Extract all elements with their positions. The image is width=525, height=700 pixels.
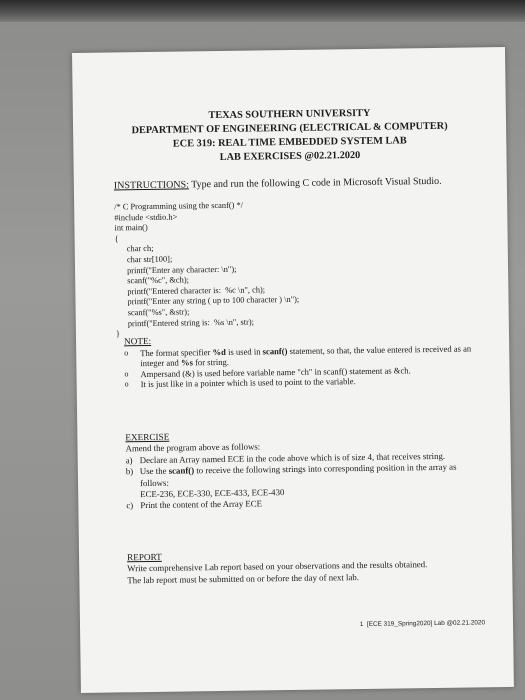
item-text: Print the content of the Array ECE <box>140 498 263 511</box>
item-label: c) <box>126 500 134 511</box>
university-name: TEXAS SOUTHERN UNIVERSITY <box>208 107 371 122</box>
item-label: b) <box>125 466 134 477</box>
page-number: 1 <box>359 621 364 629</box>
item-text: Use the scanf() to receive the following strings into corresponding position in the array as follows: <box>139 461 457 488</box>
background-top-edge <box>0 0 525 22</box>
report-heading: REPORT <box>126 551 162 563</box>
exercise-values: ECE-236, ECE-330, ECE-433, ECE-430 <box>140 487 285 500</box>
lab-exercise-title: LAB EXERCISES @02.21.2020 <box>219 150 361 163</box>
code-block <box>114 200 300 340</box>
department-name: DEPARTMENT OF ENGINEERING (ELECTRICAL & COMPUTER) <box>131 120 448 137</box>
item-label: a) <box>125 455 133 466</box>
code-line: scanf("%c", &ch); <box>127 275 189 286</box>
bullet-icon: o <box>124 347 129 357</box>
note-section <box>124 331 485 390</box>
instructions-label: INSTRUCTIONS: <box>113 179 189 192</box>
bullet-icon: o <box>124 379 129 389</box>
document-page <box>72 47 514 693</box>
code-line: printf("Entered character is: %c \n", ch); <box>127 285 266 297</box>
item-text: Declare an Array named ECE in the code above which is of size 4, that receives string. <box>139 450 446 465</box>
instructions <box>114 176 442 192</box>
report-text: Write comprehensive Lab report based on your observations and the results obtained. <box>127 559 428 574</box>
course-title: ECE 319: REAL TIME EMBEDDED SYSTEM LAB <box>172 135 407 150</box>
instructions-text: Type and run the following C code in Microsoft Visual Studio. <box>188 175 442 191</box>
code-line: printf("Entered string is: %s \n", str); <box>127 317 255 328</box>
report-section <box>127 547 487 586</box>
note-bullet-text: It is just like in a pointer which is used to point to the variable. <box>140 376 356 390</box>
exercise-heading: EXERCISE <box>125 431 170 443</box>
report-text: The lab report must be submitted on or before the day of next lab. <box>127 571 360 586</box>
code-line: printf("Enter any string ( up to 100 character ) \n"); <box>127 295 300 307</box>
code-line: char str[100]; <box>126 254 173 265</box>
code-line: printf("Enter any character: \n"); <box>126 264 237 275</box>
bullet-icon: o <box>124 369 129 379</box>
code-line: char ch; <box>126 244 154 254</box>
code-open-brace: { <box>114 234 119 244</box>
note-bullet-text: The format specifier %d is used in scanf() statement, so that, the value entered is received as an integer and %s for string. <box>140 343 472 369</box>
note-bullet-text: Ampersand (&) is used before variable name "ch" in scanf() statement as &ch. <box>140 365 411 379</box>
code-main: int main() <box>114 223 148 233</box>
code-comment: /* C Programming using the scanf() */ <box>114 200 244 212</box>
code-include: #include <stdio.h> <box>114 212 178 223</box>
code-line: scanf("%s", &str); <box>127 307 190 318</box>
note-heading: NOTE: <box>123 335 152 347</box>
document-header <box>73 105 507 167</box>
exercise-section <box>125 427 486 512</box>
code-close-brace: } <box>115 329 121 339</box>
footer-text: [ECE 319_Spring2020] Lab @02.21.2020 <box>366 619 486 628</box>
exercise-intro: Amend the program above as follows: <box>125 441 261 454</box>
page-footer <box>360 619 485 628</box>
